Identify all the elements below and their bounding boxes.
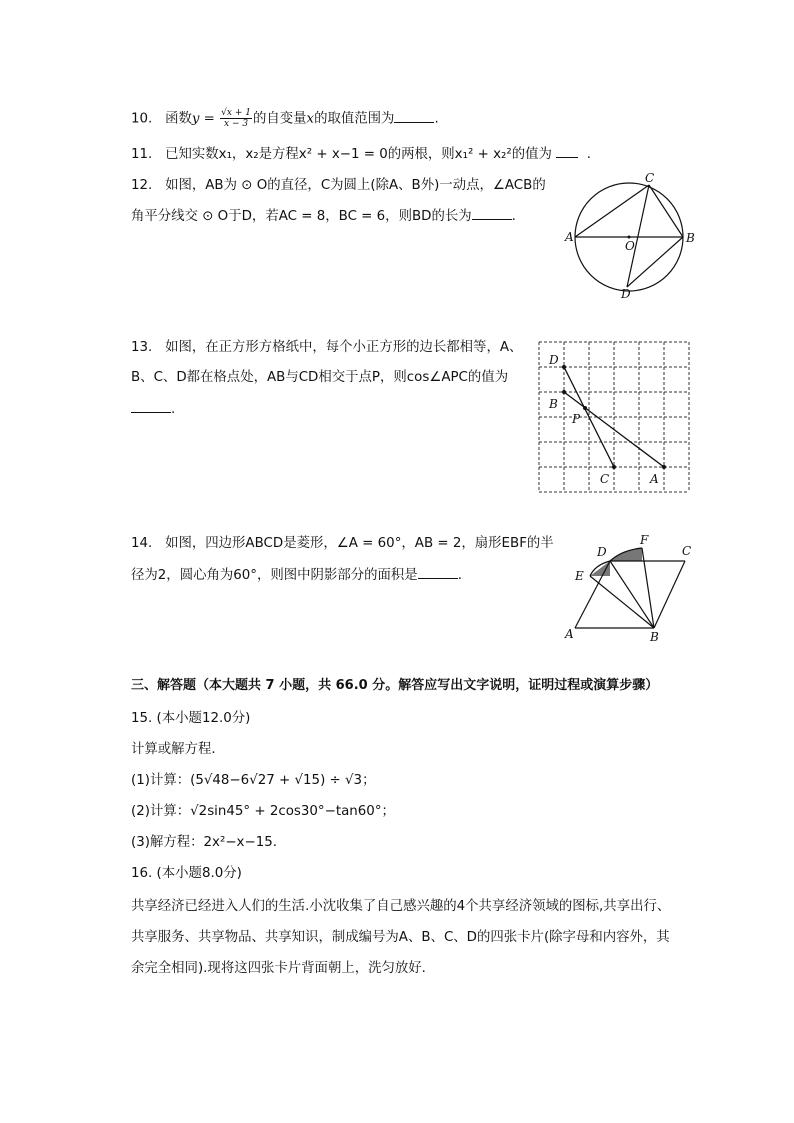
question-10: 10. 函数y = $\frac{√x + 1}{x - 3}$ 的自变量x的取值范围为 .: [131, 108, 439, 129]
answer-blank: [556, 145, 578, 158]
question-15-part2: (2)计算：√2sin45° + 2cos30°−tan60°；: [131, 804, 395, 819]
section-heading: 三、解答题（本大题共 7 小题，共 66.0 分。解答应写出文字说明，证明过程或演算步骤）: [131, 678, 659, 693]
label-A: A: [650, 472, 659, 486]
label-B: B: [549, 397, 558, 411]
question-16-line3: 余完全相同).现将这四张卡片背面朝上，洗匀放好．: [131, 961, 436, 976]
grid-figure: [530, 336, 700, 496]
question-14-line2: 径为2，圆心角为60°，则图中阴影部分的面积是 .: [131, 568, 462, 583]
label-B: B: [686, 231, 695, 245]
question-15-head: 15. (本小题12.0分): [131, 711, 251, 726]
question-16-line1: 共享经济已经进入人们的生活.小沈收集了自己感兴趣的4个共享经济领域的图标,共享出行、: [131, 899, 671, 914]
label-D: D: [621, 287, 631, 301]
label-C: C: [600, 472, 610, 486]
label-C: C: [682, 544, 692, 558]
label-P: P: [572, 412, 581, 426]
question-14-line1: 14. 如图，四边形ABCD是菱形，∠A = 60°，AB = 2，扇形EBF的半: [131, 536, 554, 551]
label-A: A: [565, 230, 574, 244]
question-16-line2: 共享服务、共享物品、共享知识，制成编号为A、B、C、D的四张卡片(除字母和内容外，其: [131, 930, 670, 945]
question-15-part1: (1)计算：(5√48−6√27 + √15) ÷ √3；: [131, 773, 376, 788]
label-F: F: [640, 533, 649, 547]
question-12-line2: 角平分线交 ⊙ O于D，若AC = 8，BC = 6，则BD的长为 .: [131, 209, 516, 224]
question-15-part3: (3)解方程：2x²−x−15.: [131, 835, 278, 850]
fraction: $\frac{√x + 1}{x - 3}$: [221, 108, 251, 129]
question-16-head: 16. (本小题8.0分): [131, 866, 242, 881]
answer-blank: [418, 566, 458, 579]
label-O: O: [625, 239, 635, 253]
question-12-line1: 12. 如图，AB为 ⊙ O的直径，C为圆上(除A、B外)一动点，∠ACB的: [131, 178, 546, 193]
answer-blank: [394, 110, 434, 123]
answer-blank: [131, 400, 171, 413]
label-E: E: [575, 569, 584, 583]
question-13-line1: 13. 如图，在正方形方格纸中，每个小正方形的边长都相等，A、: [131, 340, 523, 355]
question-15-intro: 计算或解方程．: [131, 742, 225, 757]
label-D: D: [597, 545, 607, 559]
question-13-line2: B、C、D都在格点处，AB与CD相交于点P，则cos∠APC的值为: [131, 370, 509, 385]
question-13-line3: .: [131, 400, 175, 419]
rhombus-figure: [562, 530, 702, 645]
question-number: 10.: [131, 111, 153, 127]
circle-figure: [562, 170, 702, 305]
label-D: D: [549, 353, 559, 367]
label-B: B: [650, 630, 659, 644]
answer-blank: [472, 207, 512, 220]
label-A: A: [565, 627, 574, 641]
label-C: C: [645, 171, 655, 185]
question-11: 11. 已知实数x₁，x₂是方程x² + x−1 = 0的两根，则x₁² + x₂²的值为 .: [131, 147, 591, 162]
